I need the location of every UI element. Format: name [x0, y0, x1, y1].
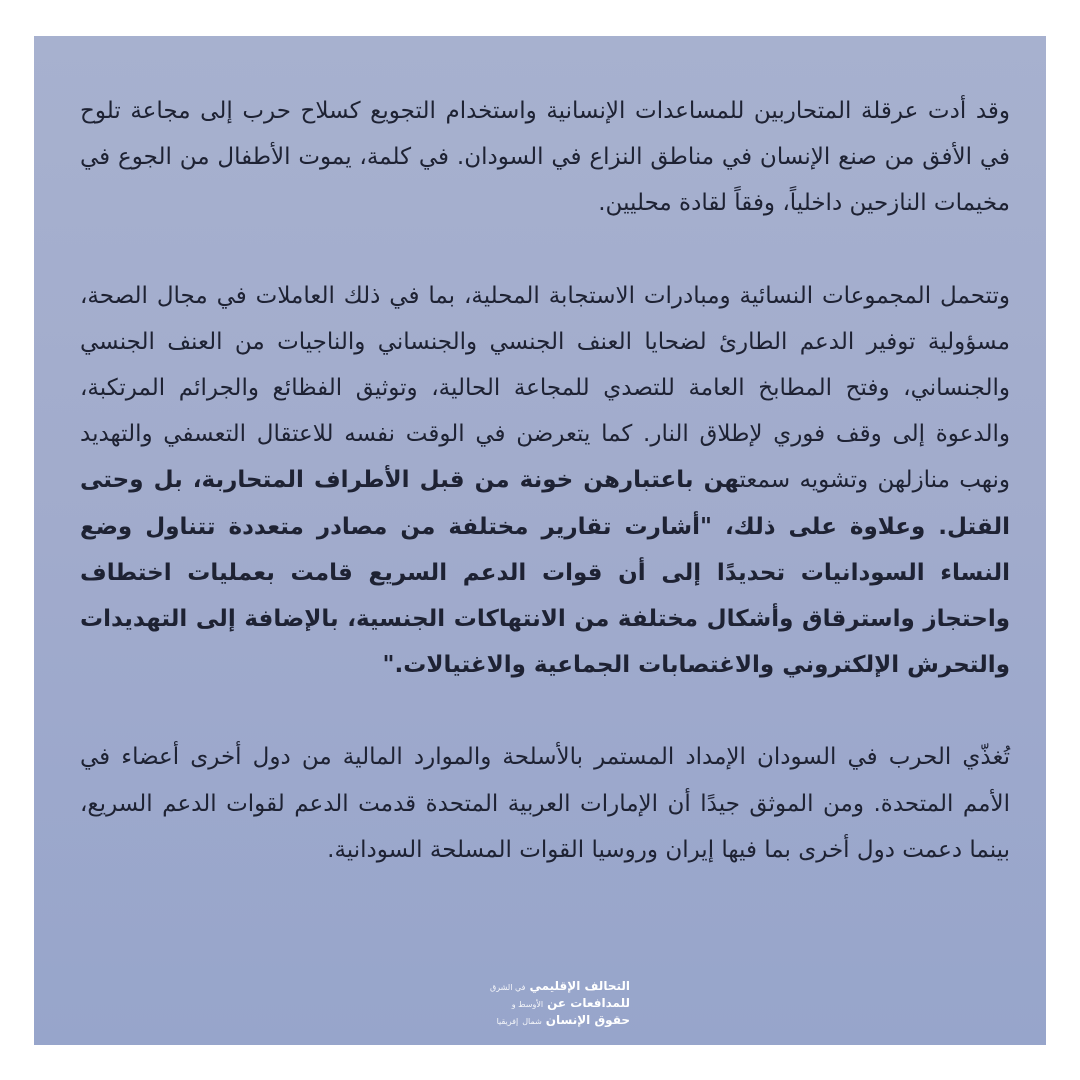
- article-text: [80, 88, 1010, 873]
- organization-logo: [450, 978, 630, 1034]
- logo-line-1-main: التحالف الإقليمي: [529, 979, 630, 993]
- paragraph-2-bold-text: هن باعتبارهن خونة من قبل الأطراف المتحاربة، بل وحتى القتل. وعلاوة على ذلك، "أشارت تقارير مختلفة من مصادر متعددة تتناول وضع النساء السودانيات تحديدًا إلى أن قوات الدعم السريع قامت بعمليات اختطاف واحتجاز واسترقاق وأشكال مختلفة من الانتهاكات الجنسية، بالإضافة إلى التهديدات والتحرش الإلكتروني والاغتصابات الجماعية والاغتيالات.": [80, 467, 1010, 679]
- logo-line-4-sub: إفريقيا: [496, 1017, 519, 1026]
- paragraph-2: [80, 273, 1010, 689]
- paragraph-3: [80, 734, 1010, 873]
- logo-line-1-sub: في الشرق: [490, 983, 526, 992]
- paragraph-3-text: تُغذّي الحرب في السودان الإمداد المستمر بالأسلحة والموارد المالية من دول أخرى أعضاء في الأمم المتحدة. ومن الموثق جيدًا أن الإمارات العربية المتحدة قدمت الدعم لقوات الدعم السريع، بينما دعمت دول أخرى بما فيها إيران وروسيا القوات المسلحة السودانية.: [80, 744, 1010, 863]
- paragraph-1-text: وقد أدت عرقلة المتحاربين للمساعدات الإنسانية واستخدام التجويع كسلاح حرب إلى مجاعة تلوح في الأفق من صنع الإنسان في مناطق النزاع في السودان. في كلمة، يموت الأطفال من الجوع في مخيمات النازحين داخلياً، وفقاً لقادة محليين.: [80, 98, 1010, 217]
- logo-line-3-sub: شمال: [522, 1017, 542, 1026]
- logo-line-2-main: للمدافعات عن: [547, 996, 630, 1010]
- logo-line-2-sub: الأوسط و: [511, 1000, 544, 1009]
- logo-row-3: [450, 1012, 630, 1029]
- paragraph-1: [80, 88, 1010, 227]
- paragraph-2-text: وتتحمل المجموعات النسائية ومبادرات الاستجابة المحلية، بما في ذلك العاملات في مجال الصحة، مسؤولية توفير الدعم الطارئ لضحايا العنف الجنسي والجنساني والناجيات من العنف الجنسي والجنساني، وفتح المطابخ العامة للتصدي للمجاعة الحالية، وتوثيق الفظائع والجرائم المرتكبة، والدعوة إلى وقف فوري لإطلاق النار. كما يتعرضن في الوقت نفسه للاعتقال التعسفي والتهديد ونهب منازلهن وتشويه سمعت: [80, 282, 1010, 494]
- logo-row-2: [450, 995, 630, 1012]
- logo-line-4-main: حقوق الإنسان: [545, 1013, 630, 1027]
- logo-row-1: [450, 978, 630, 995]
